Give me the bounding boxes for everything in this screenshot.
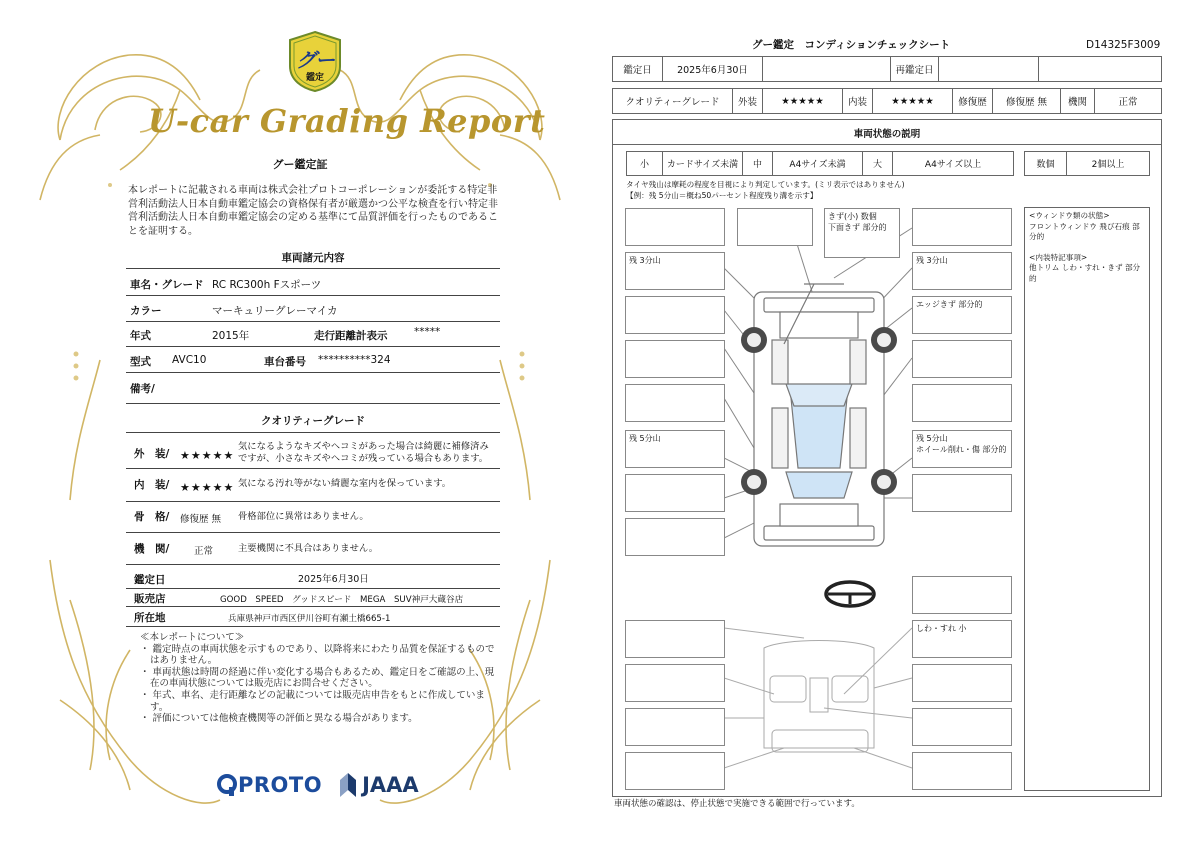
condition-box — [912, 474, 1012, 512]
box-line: きず(小) 数個 — [828, 212, 877, 221]
jaaa-logo-text: JAAA — [362, 773, 419, 797]
sheet-title: グー鑑定 コンディションチェックシート — [752, 39, 951, 51]
divider — [126, 606, 500, 607]
engine-value: 正常 — [194, 546, 214, 557]
side-notes-panel — [1024, 207, 1150, 791]
dealer-value: GOOD SPEED グッドスピード MEGA SUV神戸大蔵谷店 — [220, 595, 464, 605]
report-notes — [140, 632, 500, 725]
condition-box — [625, 296, 725, 334]
footer-logos — [216, 770, 419, 800]
appraisal-date-label: 鑑定日 — [134, 574, 166, 586]
condition-title: 車両状態の説明 — [853, 129, 921, 140]
year-label: 年式 — [130, 330, 151, 342]
condition-box: 残 5分山 — [625, 430, 725, 468]
divider — [126, 403, 500, 404]
condition-box — [625, 708, 725, 746]
certificate-intro: 本レポートに記載される車両は株式会社プロトコーポレーションが委託する特定非営利活動法人日本自動車鑑定協会の資格保有者が厳選かつ公平な検査を行い特定非営利活動法人日本自動車鑑定協会の定める基準にて品質評価を行ったものであることを証明する。 — [128, 185, 498, 237]
condition-box — [912, 708, 1012, 746]
box-line: ホイール削れ・傷 部分的 — [916, 445, 1007, 454]
certificate-title: グー鑑定証 — [272, 158, 328, 171]
steering-wheel-icon — [826, 582, 874, 606]
mileage-value: ***** — [414, 326, 441, 338]
model-value: AVC10 — [172, 354, 207, 366]
jaaa-mark-icon — [338, 772, 358, 798]
condition-box — [625, 340, 725, 378]
interior-desc: 気になる汚れ等がない綺麗な室内を保っています。 — [238, 478, 452, 489]
condition-box — [625, 384, 725, 422]
mileage-label: 走行距離計表示 — [314, 330, 388, 342]
condition-box — [912, 752, 1012, 790]
condition-box — [625, 518, 725, 556]
remarks-label: 備考/ — [130, 383, 155, 395]
condition-box — [625, 752, 725, 790]
goo-kantei-badge — [286, 30, 344, 92]
divider — [126, 432, 500, 433]
frame-label: 骨 格/ — [134, 511, 170, 523]
condition-box: しわ・すれ 小 — [912, 620, 1012, 658]
box-line: 下面きず 部分的 — [828, 223, 887, 232]
size-small-desc: カードサイズ未満 — [663, 152, 743, 176]
size-medium-desc: A4サイズ未満 — [773, 152, 863, 176]
year-value: 2015年 — [212, 330, 250, 342]
address-label: 所在地 — [134, 612, 166, 624]
exterior-label: 外 装/ — [134, 448, 170, 460]
count-legend-table — [1024, 151, 1150, 176]
sheet-footer-note: 車両状態の確認は、停止状態で実施できる範囲で行っています。 — [614, 799, 860, 809]
proto-logo-text: PROTO — [238, 773, 323, 797]
model-label: 型式 — [130, 356, 151, 368]
count-label: 数個 — [1025, 152, 1067, 176]
jaaa-logo — [338, 772, 419, 798]
divider — [126, 295, 500, 296]
interior-stars: ★★★★★ — [180, 481, 235, 494]
address-value: 兵庫県神戸市西区伊川谷町有瀬土橋665-1 — [228, 614, 391, 624]
repair-value-cell: 修復歴 無 — [993, 89, 1061, 114]
int-label-cell: 内装 — [843, 89, 873, 114]
quality-grade-row — [612, 88, 1162, 114]
interior-value: 他トリム しわ・すれ・きず 部分的 — [1029, 263, 1141, 283]
divider — [126, 268, 500, 269]
divider — [126, 532, 500, 533]
condition-box — [912, 340, 1012, 378]
condition-box — [625, 474, 725, 512]
frame-desc: 骨格部位に異常はありません。 — [238, 511, 369, 522]
exterior-stars: ★★★★★ — [180, 449, 235, 462]
divider — [126, 372, 500, 373]
ext-stars-cell: ★★★★★ — [763, 89, 843, 114]
specs-section-title: 車両諸元内容 — [281, 252, 345, 264]
box-line: 残 5分山 — [916, 434, 948, 443]
grade-label-cell: クオリティーグレード — [613, 89, 733, 114]
note-item: ・ 鑑定時点の車両状態を示すものであり、以降将来にわたり品質を保証するものではありません。 — [140, 643, 495, 667]
interior-diagram — [724, 628, 912, 768]
ext-label-cell: 外装 — [733, 89, 763, 114]
condition-box — [912, 576, 1012, 614]
divider — [126, 468, 500, 469]
reappraisal-label-cell: 再鑑定日 — [891, 57, 939, 82]
date-label-cell: 鑑定日 — [613, 57, 663, 82]
divider — [126, 564, 500, 565]
condition-box — [912, 208, 1012, 246]
note-item: ・ 評価については他検査機関等の評価と異なる場合があります。 — [140, 713, 418, 725]
divider — [126, 588, 500, 589]
divider — [126, 501, 500, 502]
badge-logo-text: グー — [296, 48, 334, 72]
window-value: フロントウィンドウ 飛び石痕 部分的 — [1029, 221, 1140, 241]
vehicle-diagram — [724, 208, 914, 798]
tire-note-line-1: タイヤ残山は摩耗の程度を目視により判定しています。(ミリ表示ではありません) — [626, 180, 905, 189]
note-item: ・ 年式、車名、走行距離などの記載については販売店申告をもとに作成しています。 — [140, 689, 485, 713]
chassis-value: **********324 — [318, 354, 391, 366]
proto-logo — [216, 773, 322, 797]
date-value-cell: 2025年6月30日 — [663, 57, 763, 82]
empty-cell — [1039, 57, 1162, 82]
interior-label: 内 装/ — [134, 479, 170, 491]
size-large-label: 大 — [863, 152, 893, 176]
condition-box — [912, 664, 1012, 702]
repair-label-cell: 修復歴 — [953, 89, 993, 114]
divider — [126, 626, 500, 627]
sheet-id: D14325F3009 — [1086, 39, 1161, 51]
condition-box: 残 3分山 — [625, 252, 725, 290]
appraisal-date-value: 2025年6月30日 — [298, 574, 369, 585]
size-large-desc: A4サイズ以上 — [893, 152, 1014, 176]
color-value: マーキュリーグレーマイカ — [212, 305, 338, 317]
badge-subtitle: 鑑定 — [305, 73, 324, 83]
empty-cell — [763, 57, 891, 82]
tire-note-line-2: 【例：残 5分山＝概ね50パーセント程度残り溝を示す】 — [626, 190, 818, 200]
appraisal-date-row — [612, 56, 1162, 82]
frame-value: 修復歴 無 — [180, 514, 222, 525]
condition-box: エッジきず 部分的 — [912, 296, 1012, 334]
condition-box-right-rear — [912, 430, 1012, 468]
chassis-label: 車台番号 — [264, 356, 306, 368]
window-title: <ウィンドウ類の状態> — [1029, 211, 1110, 220]
size-medium-label: 中 — [743, 152, 773, 176]
car-name-value: RC RC300h Fスポーツ — [212, 279, 322, 291]
interior-title: <内装特記事項> — [1029, 252, 1088, 262]
engine-value-cell: 正常 — [1095, 89, 1162, 114]
count-desc: 2個以上 — [1067, 152, 1150, 176]
size-legend-table — [626, 151, 1014, 176]
proto-mark-icon — [216, 773, 238, 797]
note-item: ・ 車両状態は時間の経過に伴い変化する場合もあるため、鑑定日をご確認の上、現在の車両状態については販売店にお問合せください。 — [140, 666, 495, 690]
notes-title: ≪本レポートについて≫ — [140, 632, 245, 643]
condition-box — [625, 208, 725, 246]
dealer-label: 販売店 — [134, 593, 166, 605]
tire-note — [626, 180, 905, 201]
condition-box-top-mid — [824, 208, 900, 258]
condition-box — [737, 208, 813, 246]
size-small-label: 小 — [627, 152, 663, 176]
condition-box — [912, 384, 1012, 422]
condition-box — [625, 620, 725, 658]
car-name-label: 車名・グレード — [130, 279, 204, 291]
quality-section-title: クオリティーグレード — [261, 415, 365, 427]
empty-cell — [939, 57, 1039, 82]
engine-label-cell: 機関 — [1061, 89, 1095, 114]
int-stars-cell: ★★★★★ — [873, 89, 953, 114]
exterior-desc-1: 気になるようなキズやヘコミがあった場合は綺麗に補修済み — [238, 441, 489, 452]
engine-desc: 主要機関に不具合はありません。 — [238, 543, 379, 554]
color-label: カラー — [130, 305, 162, 317]
engine-label: 機 関/ — [134, 543, 170, 555]
divider — [126, 321, 500, 322]
divider — [126, 346, 500, 347]
exterior-desc-2: ですが、小さなキズやヘコミが残っている場合もあります。 — [238, 453, 489, 464]
report-script-title: U-car Grading Report — [148, 102, 546, 140]
condition-box — [625, 664, 725, 702]
condition-box: 残 3分山 — [912, 252, 1012, 290]
